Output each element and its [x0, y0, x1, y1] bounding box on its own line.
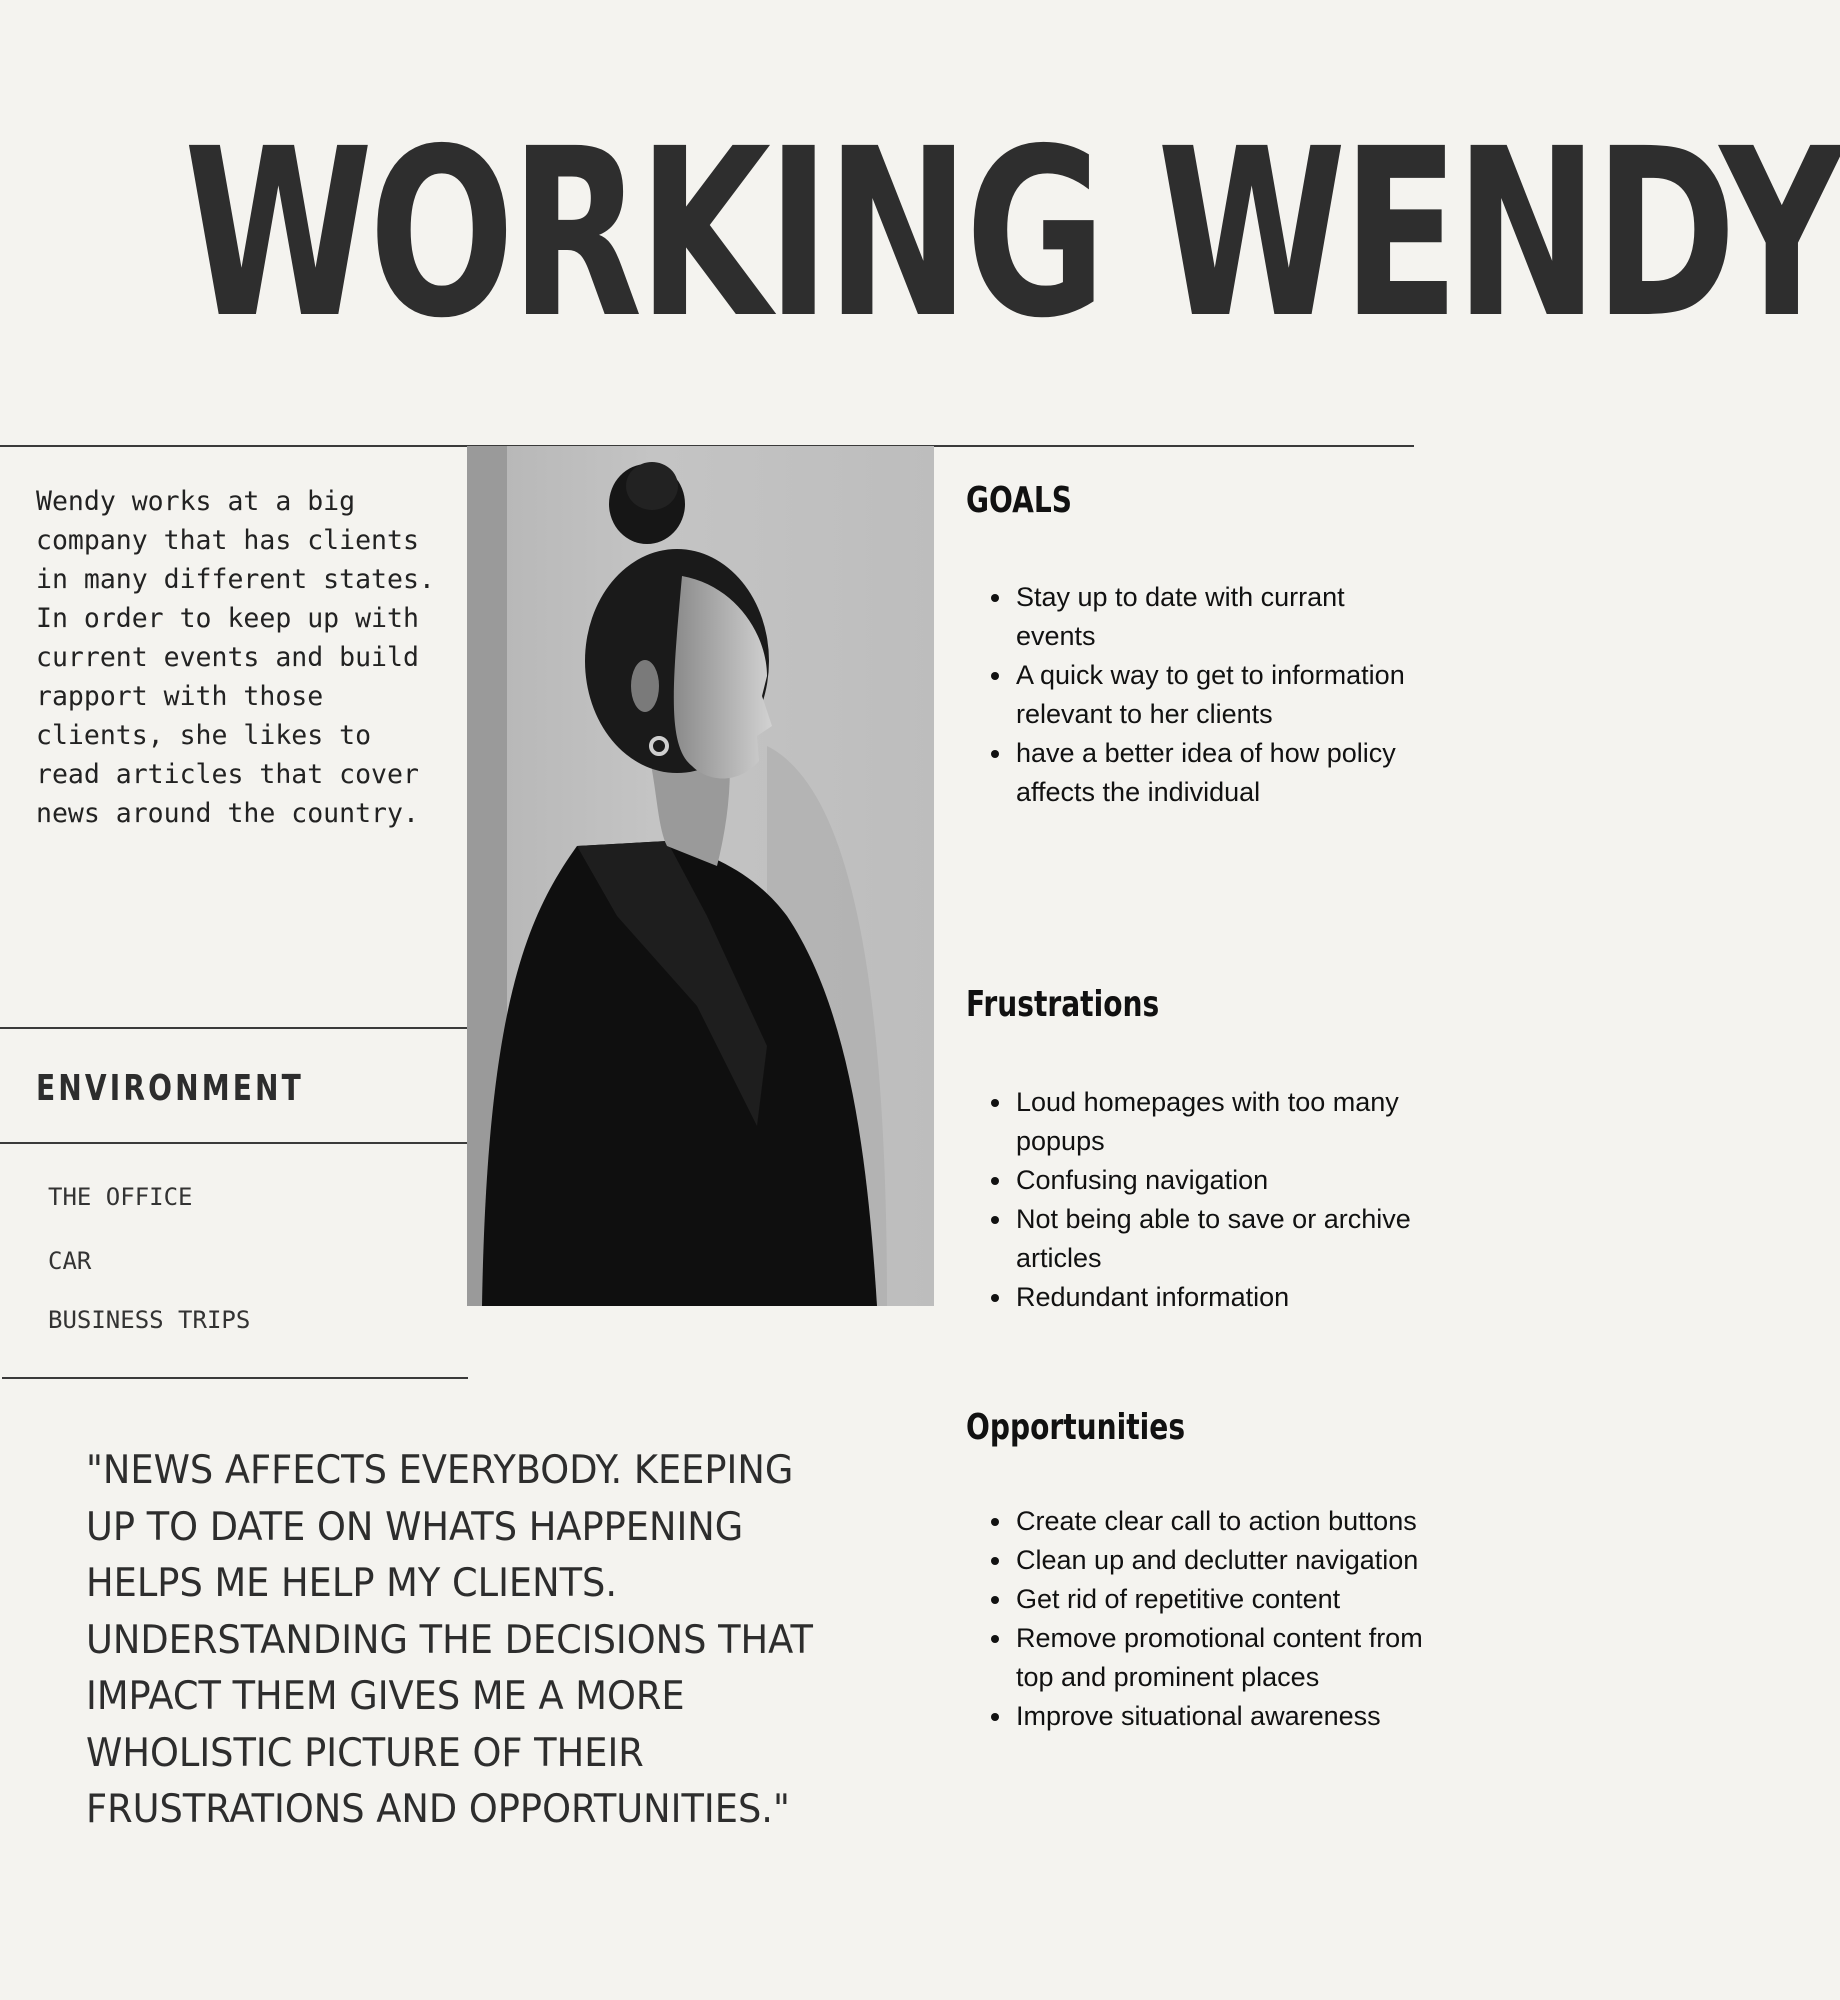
list-item: • have a better idea of how policy affects the individual — [1014, 734, 1414, 812]
environment-item: BUSINESS TRIPS — [48, 1306, 251, 1334]
frustrations-list — [966, 1083, 1414, 1317]
list-item: • Stay up to date with currant events — [1014, 578, 1414, 656]
list-item: • Redundant information — [1014, 1278, 1414, 1317]
list-item: • Clean up and declutter navigation — [1014, 1541, 1424, 1580]
divider-env-top — [0, 1027, 467, 1029]
divider-env-bottom — [0, 1142, 467, 1144]
list-item: • A quick way to get to information relevant to her clients — [1014, 656, 1414, 734]
list-item: • Confusing navigation — [1014, 1161, 1414, 1200]
portrait-photo — [467, 446, 934, 1306]
opportunities-heading: Opportunities — [966, 1407, 1186, 1448]
environment-item: THE OFFICE — [48, 1183, 193, 1211]
frustrations-heading: Frustrations — [966, 984, 1160, 1025]
list-item: • Loud homepages with too many popups — [1014, 1083, 1414, 1161]
divider-env-end — [2, 1377, 468, 1379]
goals-list — [966, 578, 1414, 812]
list-item: • Improve situational awareness — [1014, 1697, 1424, 1736]
list-item: • Not being able to save or archive articles — [1014, 1200, 1414, 1278]
environment-heading: ENVIRONMENT — [36, 1068, 304, 1109]
goals-heading: GOALS — [966, 480, 1073, 521]
intro-text: Wendy works at a big company that has clients in many different states. In order to keep up with current events and build rapport with those clients, she likes to read articles that cover news around the country. — [36, 486, 435, 829]
portrait-illustration — [467, 446, 934, 1306]
opportunities-list — [966, 1502, 1424, 1736]
list-item: • Create clear call to action buttons — [1014, 1502, 1424, 1541]
persona-quote: "NEWS AFFECTS EVERYBODY. KEEPING UP TO DATE ON WHATS HAPPENING HELPS ME HELP MY CLIENTS. UNDERSTANDING THE DECISIONS THAT IMPACT THEM GIVES ME A MORE WHOLISTIC PICTURE OF THEIR FRUSTRATIONS AND OPPORTUNITIES." — [86, 1447, 813, 1832]
page-title: WORKING WENDY — [183, 99, 1840, 369]
list-item: • Remove promotional content from top and prominent places — [1014, 1619, 1424, 1697]
environment-item: CAR — [48, 1247, 92, 1275]
list-item: • Get rid of repetitive content — [1014, 1580, 1424, 1619]
